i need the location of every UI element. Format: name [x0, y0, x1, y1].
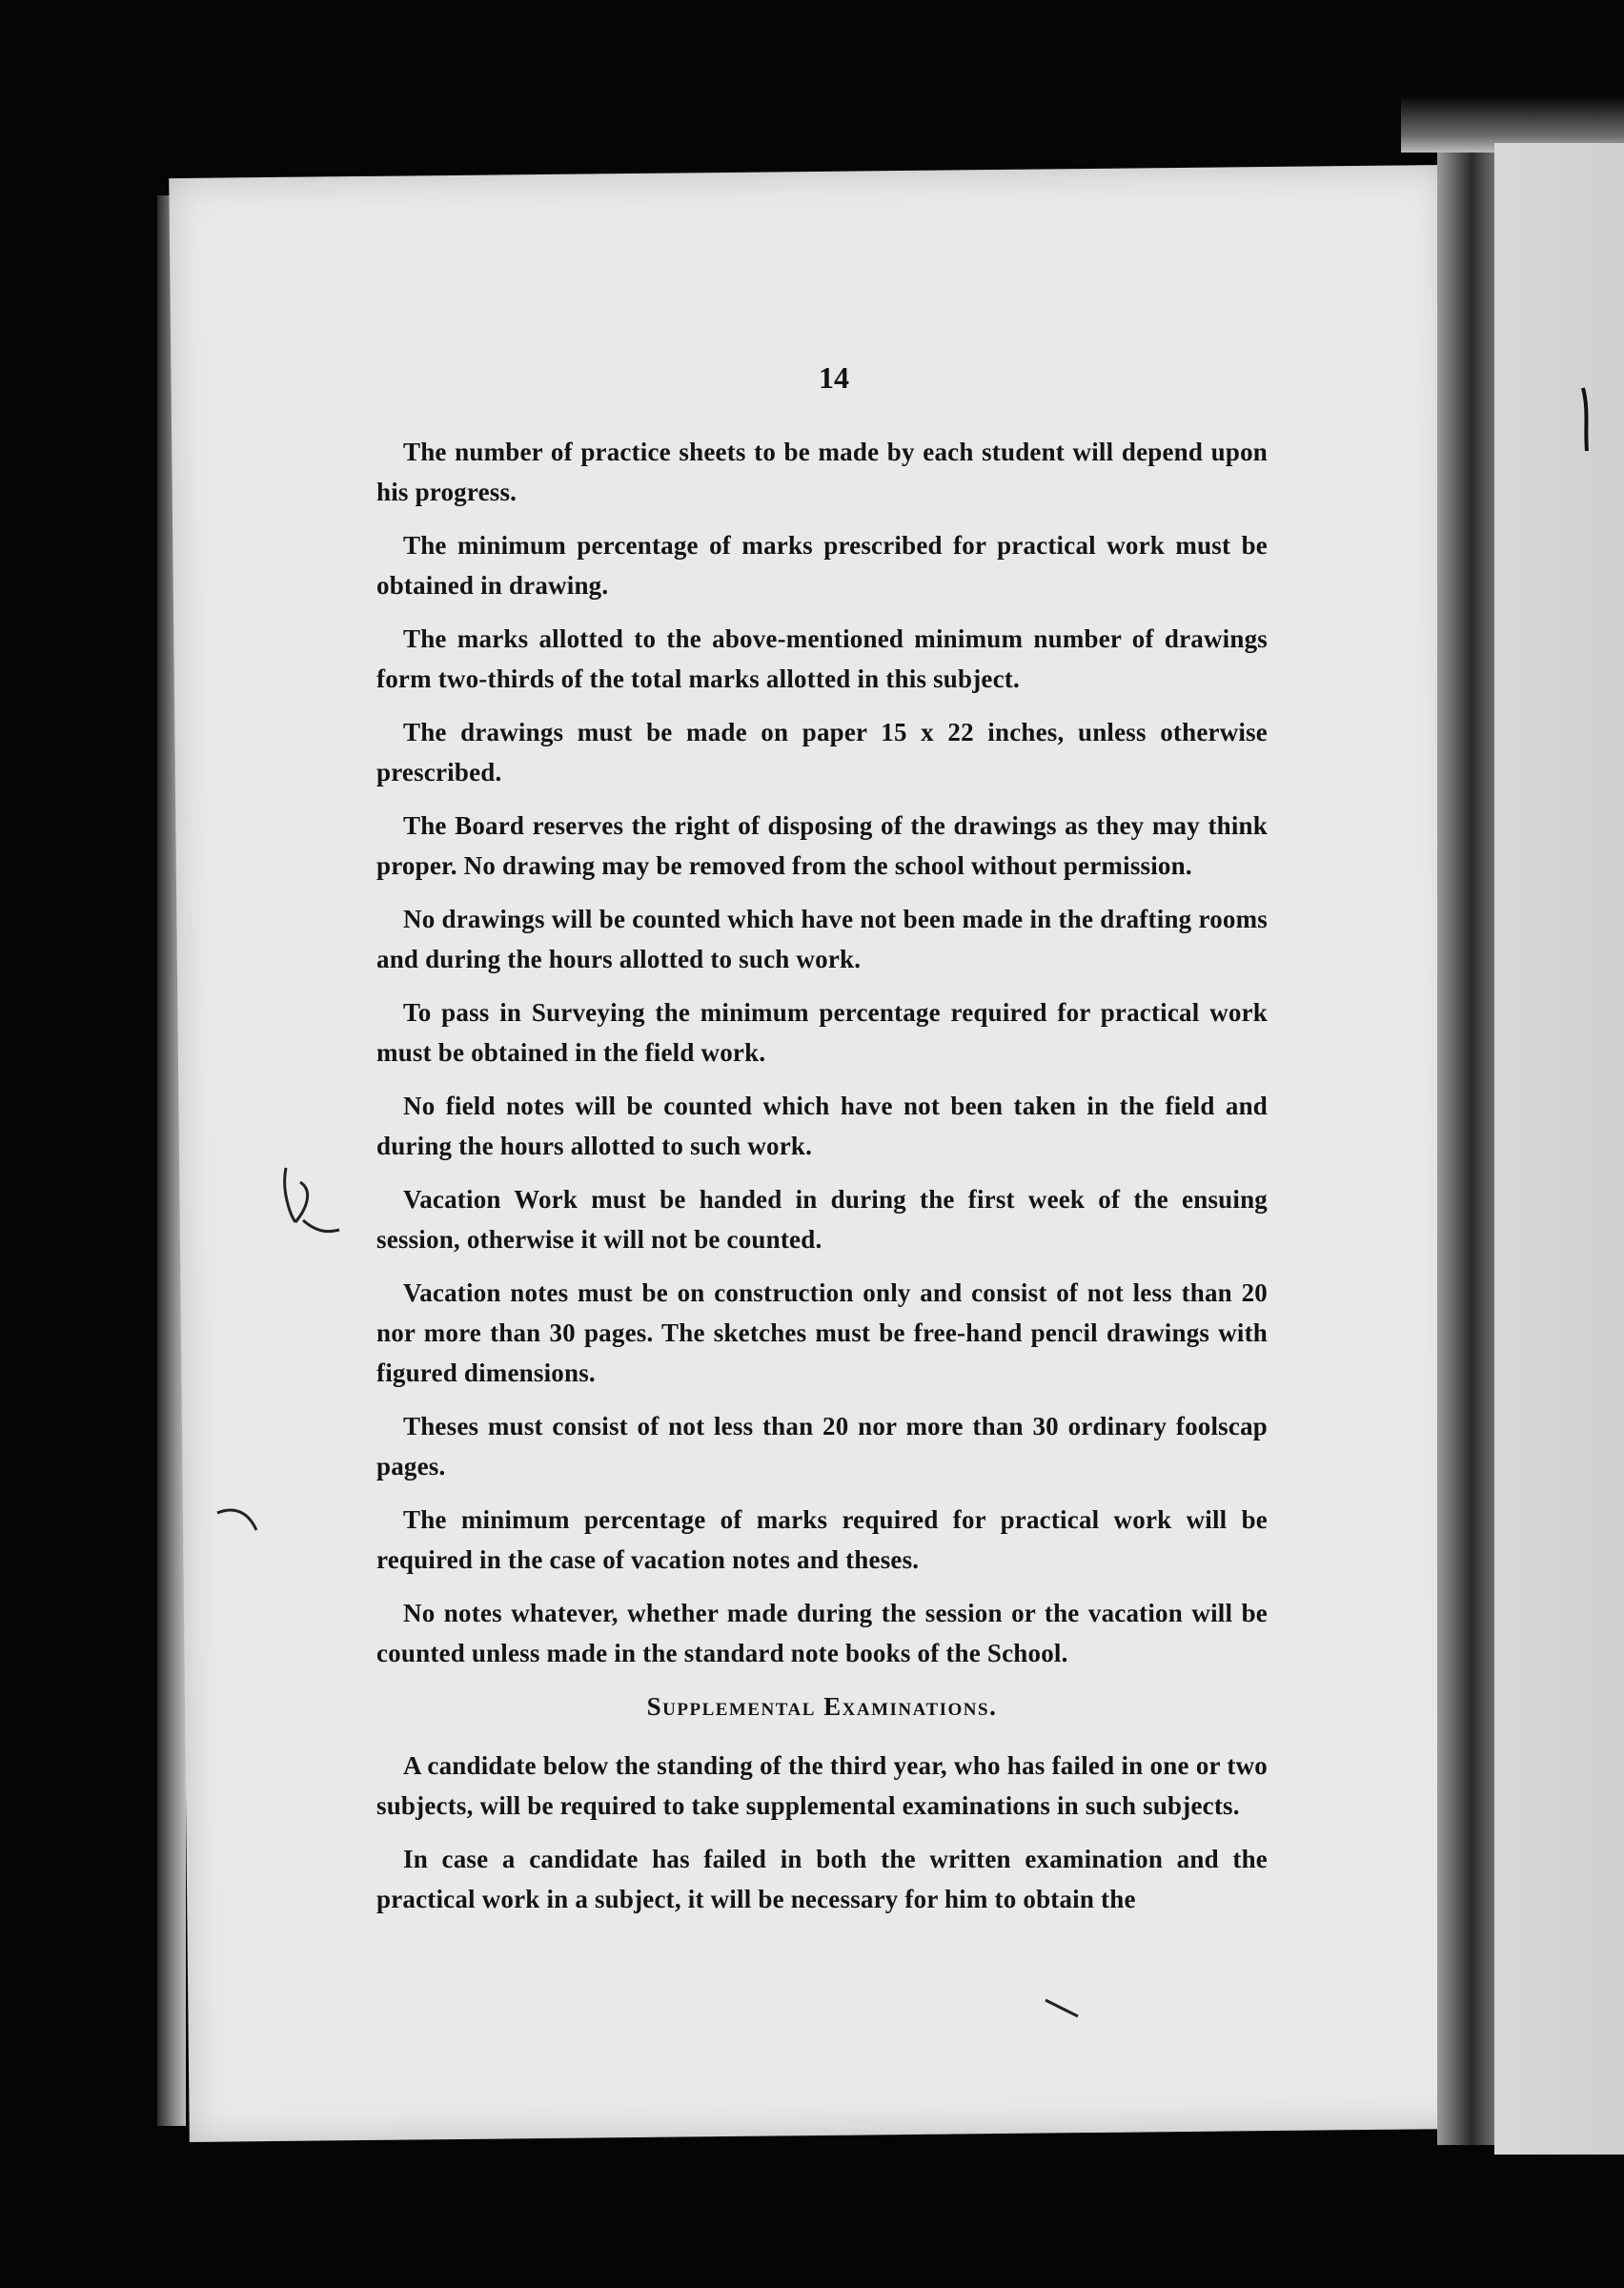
margin-pen-stroke-icon	[214, 1502, 262, 1540]
tick-mark-icon	[1044, 1997, 1082, 2021]
paragraph: Vacation Work must be handed in during the first week of the ensuing session, otherwise it will not be counted.	[376, 1185, 1268, 1254]
section-heading: Supplemental Examinations.	[646, 1692, 998, 1721]
paragraph: To pass in Surveying the minimum percentage required for practical work must be obtained in the field work.	[376, 998, 1268, 1067]
body-top-spacer	[376, 358, 1268, 432]
page-body	[376, 358, 1268, 1932]
paragraph: No field notes will be counted which have not been taken in the field and during the hours allotted to such work.	[376, 1092, 1268, 1160]
paragraph: The minimum percentage of marks prescribed for practical work must be obtained in drawing.	[376, 531, 1268, 600]
facing-page	[1494, 143, 1624, 2155]
page-number: 14	[819, 360, 849, 395]
paragraph: In case a candidate has failed in both the written examination and the practical work in a subject, it will be necessary for him to obtain the	[376, 1845, 1268, 1913]
paragraph: The Board reserves the right of disposing of the drawings as they may think proper. No drawing may be removed from the school without permission.	[376, 811, 1268, 880]
paragraph: The number of practice sheets to be made by each student will depend upon his progress.	[376, 438, 1268, 506]
paragraph: The drawings must be made on paper 15 x 22 inches, unless otherwise prescribed.	[376, 718, 1268, 786]
paragraph: The marks allotted to the above-mentioned minimum number of drawings form two-thirds of the total marks allotted in this subject.	[376, 624, 1268, 693]
paragraph: No notes whatever, whether made during the session or the vacation will be counted unless made in the standard note books of the School.	[376, 1599, 1268, 1667]
margin-pen-mark-icon	[276, 1163, 343, 1239]
paragraph: Vacation notes must be on construction only and consist of not less than 20 nor more than 30 pages. The sketches must be free-hand pencil drawings with figured dimensions.	[376, 1278, 1268, 1387]
margin-tick-icon	[1577, 386, 1596, 453]
paragraph: A candidate below the standing of the third year, who has failed in one or two subjects, will be required to take supplemental examinations in such subjects.	[376, 1751, 1268, 1820]
book-gutter	[1437, 153, 1494, 2145]
paragraph: The minimum percentage of marks required for practical work will be required in the case of vacation notes and theses.	[376, 1505, 1268, 1574]
paragraph: No drawings will be counted which have not been made in the drafting rooms and during the hours allotted to such work.	[376, 905, 1268, 973]
paragraph: Theses must consist of not less than 20 nor more than 30 ordinary foolscap pages.	[376, 1412, 1268, 1481]
